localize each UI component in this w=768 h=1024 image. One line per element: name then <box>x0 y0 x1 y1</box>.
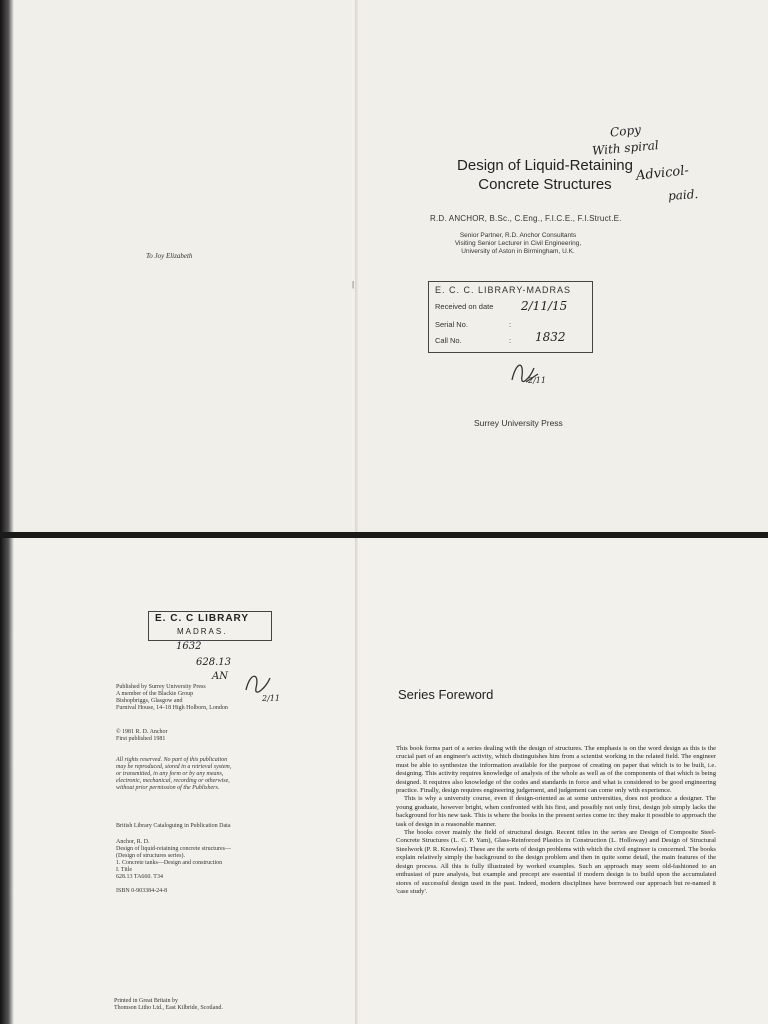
publisher-line: Furnival House, 14–18 High Holborn, London <box>116 705 228 711</box>
foreword-paragraph: This book forms part of a series dealing with the design of structures. The emphasis is on the word design as this is the crucial part of an engineer's activity, which distinguishes him from a scientist working in the related field. The engineer must be able to synthesize the information available for the purpose of creating on paper that which is to be built, i.e. designing. This activity requires knowledge of analysis of the whole as well as of the components of that which is being designed. It requires also knowledge of the codes and standards in force and what is considered to be good engineering practice. Finally, design requires engineering judgement, and judgement can come only with experience. <box>396 745 716 795</box>
handwritten-note-spiral: With spiral <box>591 138 660 158</box>
stamp-line-2: MADRAS. <box>177 627 228 636</box>
cip-line: 1. Concrete tanks—Design and construction <box>116 860 223 866</box>
page-edge-shadow <box>0 0 14 532</box>
rights-line: may be reproduced, stored in a retrieval system, <box>116 764 232 770</box>
rights-line: or transmitted, in any form or by any means, <box>116 771 224 777</box>
book-title <box>425 156 665 194</box>
author-line: R.D. ANCHOR, B.Sc., C.Eng., F.I.C.E., F.I.Struct.E. <box>430 214 622 223</box>
stamp-call-sep: : <box>509 336 512 345</box>
stamp-call-label: Call No. <box>435 336 462 345</box>
cip-block <box>116 839 231 881</box>
series-foreword-heading: Series Foreword <box>398 687 494 702</box>
stamp-call-value: 1832 <box>535 330 566 344</box>
rights-block <box>116 757 231 792</box>
cip-heading: British Library Cataloguing in Publication Data <box>116 823 231 829</box>
affiliation-line: Visiting Senior Lecturer in Civil Engineering, <box>454 240 582 247</box>
book-title-line-2: Concrete Structures <box>478 176 612 193</box>
author-affiliation <box>448 232 588 256</box>
copyright-line: © 1981 R. D. Anchor <box>116 729 168 735</box>
stamp-received-value: 2/11/15 <box>521 299 568 313</box>
copyright-line: First published 1981 <box>116 736 166 742</box>
library-stamp-box <box>148 611 272 641</box>
stamp-serial-label: Serial No. <box>435 320 468 329</box>
book-title-line-1: Design of Liquid-Retaining <box>457 157 633 174</box>
printer-line: Printed in Great Britain by <box>114 998 178 1004</box>
rights-line: without prior permission of the Publishers. <box>116 785 220 791</box>
copyright-block <box>116 729 168 743</box>
cip-line: I. Title <box>116 867 133 873</box>
stamp-serial-sep: : <box>509 320 512 329</box>
margin-mark: | <box>352 280 355 289</box>
cip-line: Anchor, R. D. <box>116 839 150 845</box>
library-receipt-stamp <box>428 281 593 353</box>
dedication: To Joy Elizabeth <box>146 252 193 260</box>
signature-date: 2/11 <box>528 376 546 385</box>
affiliation-line: Senior Partner, R.D. Anchor Consultants <box>459 232 577 239</box>
publisher-name: Surrey University Press <box>474 418 563 428</box>
foreword-paragraph: This is why a university course, even if design-oriented as at some universities, does not produce a designer. The young graduate, however bright, when confronted with his first, and possibly not only first, design job simply lacks the background for his new task. This is where the books in the present series come in: they make it possible to approach the task of design in a reasonable manner. <box>396 795 716 828</box>
publisher-line: Bishopbriggs, Glasgow and <box>116 698 183 704</box>
rights-line: All rights reserved. No part of this publication <box>116 757 228 763</box>
series-foreword-body <box>396 745 716 896</box>
book-binding <box>355 538 358 1024</box>
handwritten-accession: 1632 <box>176 641 202 652</box>
rights-line: electronic, mechanical, recording or otherwise, <box>116 778 230 784</box>
publisher-line: Published by Surrey University Press <box>116 684 206 690</box>
affiliation-line: University of Aston in Birmingham, U.K. <box>461 248 575 255</box>
foreword-paragraph: The books cover mainly the field of structural design. Recent titles in the series are Design of Composite Steel-Concrete Structures (L. C. P. Yam), Glass-Reinforced Plastics in Construction (L. Holloway) and Design of Structural Steelwork (P. R. Knowles). These are the sorts of design problems with which the civil engineer is concerned. The books explain relatively simply the background to the design problem and then in quite some detail, the main features of the design process. All this is fully illustrated by worked examples. Such an approach may seem old-fashioned to an enthusiast of pure analysis, but example and precept are essential if modern design is to build upon the accumulated stores of successful design used in the past. Indeed, modern disciplines have borrowed our approach but re-named it 'case study'. <box>396 829 716 895</box>
handwritten-author-code: AN <box>212 671 228 682</box>
handwritten-note-advicol: Advicol- <box>635 163 690 184</box>
handwritten-note-paid: paid. <box>667 186 699 204</box>
printer-block <box>114 998 223 1012</box>
handwritten-note-copy: Copy <box>609 122 642 140</box>
cip-line: (Design of structures series). <box>116 853 185 859</box>
cip-line: 628.13 TA660. T34 <box>116 874 163 880</box>
publisher-block <box>116 684 228 712</box>
stamp-line-1: E. C. C LIBRARY <box>155 613 250 624</box>
stamp-received-label: Received on date <box>435 302 494 311</box>
signature-date: 2/11 <box>262 694 280 703</box>
cip-line: Design of liquid-retaining concrete structures— <box>116 846 231 852</box>
printer-line: Thomson Litho Ltd., East Kilbride, Scotland. <box>114 1005 223 1011</box>
stamp-header: E. C. C. LIBRARY-MADRAS <box>435 285 572 295</box>
isbn: ISBN 0-903384-24-8 <box>116 888 168 894</box>
page-edge-shadow <box>0 538 14 1024</box>
handwritten-classification: 628.13 <box>196 657 231 668</box>
book-binding <box>355 0 358 532</box>
publisher-line: A member of the Blackie Group <box>116 691 194 697</box>
